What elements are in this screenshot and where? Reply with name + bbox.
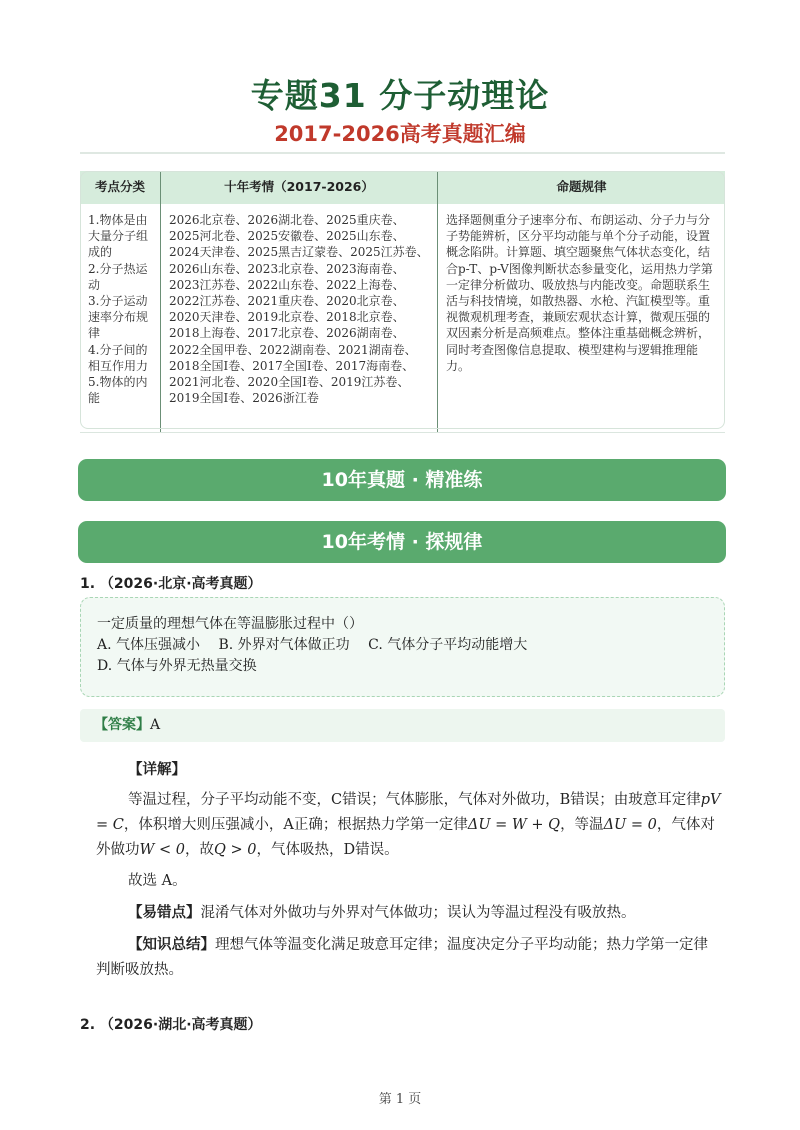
summary-text: 理想气体等温变化满足玻意耳定律；温度决定分子平均动能；热力学第一定律判断吸放热。 <box>96 937 708 978</box>
mistake-note <box>96 900 721 926</box>
page-subtitle: 2017-2026高考真题汇编 <box>274 122 526 146</box>
category-item: 4.分子间的相互作用力 <box>88 342 149 373</box>
answer-bar <box>80 709 725 742</box>
page-title: 专题31 分子动理论 <box>250 76 550 115</box>
detail-part: 等温过程，分子平均动能不变，C错误；气体膨胀，气体对外做功，B错误；由玻意耳定律 <box>128 792 701 808</box>
category-item: 1.物体是由大量分子组成的 <box>88 213 149 260</box>
table-header-rules: 命题规律 <box>438 171 726 204</box>
mistake-label: 【易错点】 <box>128 904 201 921</box>
table-row <box>80 204 725 433</box>
table-header-row <box>80 171 725 204</box>
question-2-header: 2. （2026·湖北·高考真题） <box>80 1017 262 1033</box>
summary-label: 【知识总结】 <box>128 936 215 953</box>
options-row <box>97 635 708 656</box>
detail-part: ，故 <box>185 842 214 858</box>
option-b: B. 外界对气体做正功 <box>218 637 350 653</box>
formula: ΔU = W + Q <box>467 817 561 833</box>
category-item: 5.物体的内能 <box>88 375 148 406</box>
question-1-header: 1. （2026·北京·高考真题） <box>80 576 262 592</box>
formula: Q > 0 <box>214 842 257 858</box>
question-stem: 一定质量的理想气体在等温膨胀过程中（） <box>97 616 363 632</box>
category-item: 2.分子热运动 <box>88 261 148 292</box>
detail-part: ，气体吸热，D错误。 <box>256 842 399 858</box>
table-header-category: 考点分类 <box>80 171 161 204</box>
banner-explore: 10年考情 · 探规律 <box>78 521 726 563</box>
formula: W < 0 <box>139 842 185 858</box>
detail-part: ，气体对外做功 <box>96 817 715 858</box>
answer-label: 【答案】 <box>94 717 150 733</box>
detail-text <box>96 788 721 863</box>
formula: ΔU = 0 <box>603 817 657 833</box>
category-item: 3.分子运动速率分布规律 <box>88 294 149 341</box>
conclusion: 故选 A。 <box>128 873 187 889</box>
detail-part: ，等温 <box>560 817 604 833</box>
formula: pV = C <box>96 792 721 833</box>
detail-part: ，体积增大则压强减小，A正确；根据热力学第一定律 <box>123 817 468 833</box>
banner-practice: 10年真题 · 精准练 <box>78 459 726 501</box>
divider <box>80 152 725 154</box>
option-c: C. 气体分子平均动能增大 <box>368 637 528 653</box>
question-1-box <box>80 597 725 697</box>
answer-value: A <box>150 717 161 733</box>
history-cell: 2026北京卷、2026湖北卷、2025重庆卷、2025河北卷、2025安徽卷、2025山东卷、2024天津卷、2025黑吉辽蒙卷、2025江苏卷、2026山东卷、2023北京卷、2023海南卷、2023江苏卷、2022山东卷、2022上海卷、2022江苏卷、2021重庆卷、2020北京卷、2020天津卷、2019北京卷、2018北京卷、2018上海卷、2017北京卷、2026湖南卷、2022全国甲卷、2022湖南卷、2021湖南卷、2018全国Ⅰ卷、2017全国Ⅰ卷、2017海南卷、2021河北卷、2020全国Ⅰ卷、2019江苏卷、2019全国Ⅰ卷、2026浙江卷 <box>161 204 438 433</box>
mistake-text: 混淆气体对外做功与外界对气体做功；误认为等温过程没有吸放热。 <box>200 905 636 921</box>
exam-point-table <box>80 171 725 433</box>
table-header-history: 十年考情（2017-2026） <box>161 171 438 204</box>
rules-cell: 选择题侧重分子速率分布、布朗运动、分子力与分子势能辨析，区分平均动能与单个分子动能，设置概念陷阱。计算题、填空题聚焦气体状态变化，结合p-T、p-V图像判断状态参量变化，运用热力学第一定律分析做功、吸放热与内能改变。命题联系生活与科技情境，如散热器、水枪、汽缸模型等。重视微观机理考查，兼顾宏观状态计算，微观压强的双因素分析是高频难点。整体注重基础概念辨析，同时考查图像信息提取、模型建构与逻辑推理能力。 <box>438 204 726 433</box>
page-number: 第 1 页 <box>378 1092 422 1107</box>
summary-note <box>96 932 721 983</box>
option-d: D. 气体与外界无热量交换 <box>97 658 257 674</box>
category-cell <box>80 204 161 433</box>
option-a: A. 气体压强减小 <box>97 637 201 653</box>
explanation <box>96 757 721 983</box>
detail-label: 【详解】 <box>128 761 186 778</box>
